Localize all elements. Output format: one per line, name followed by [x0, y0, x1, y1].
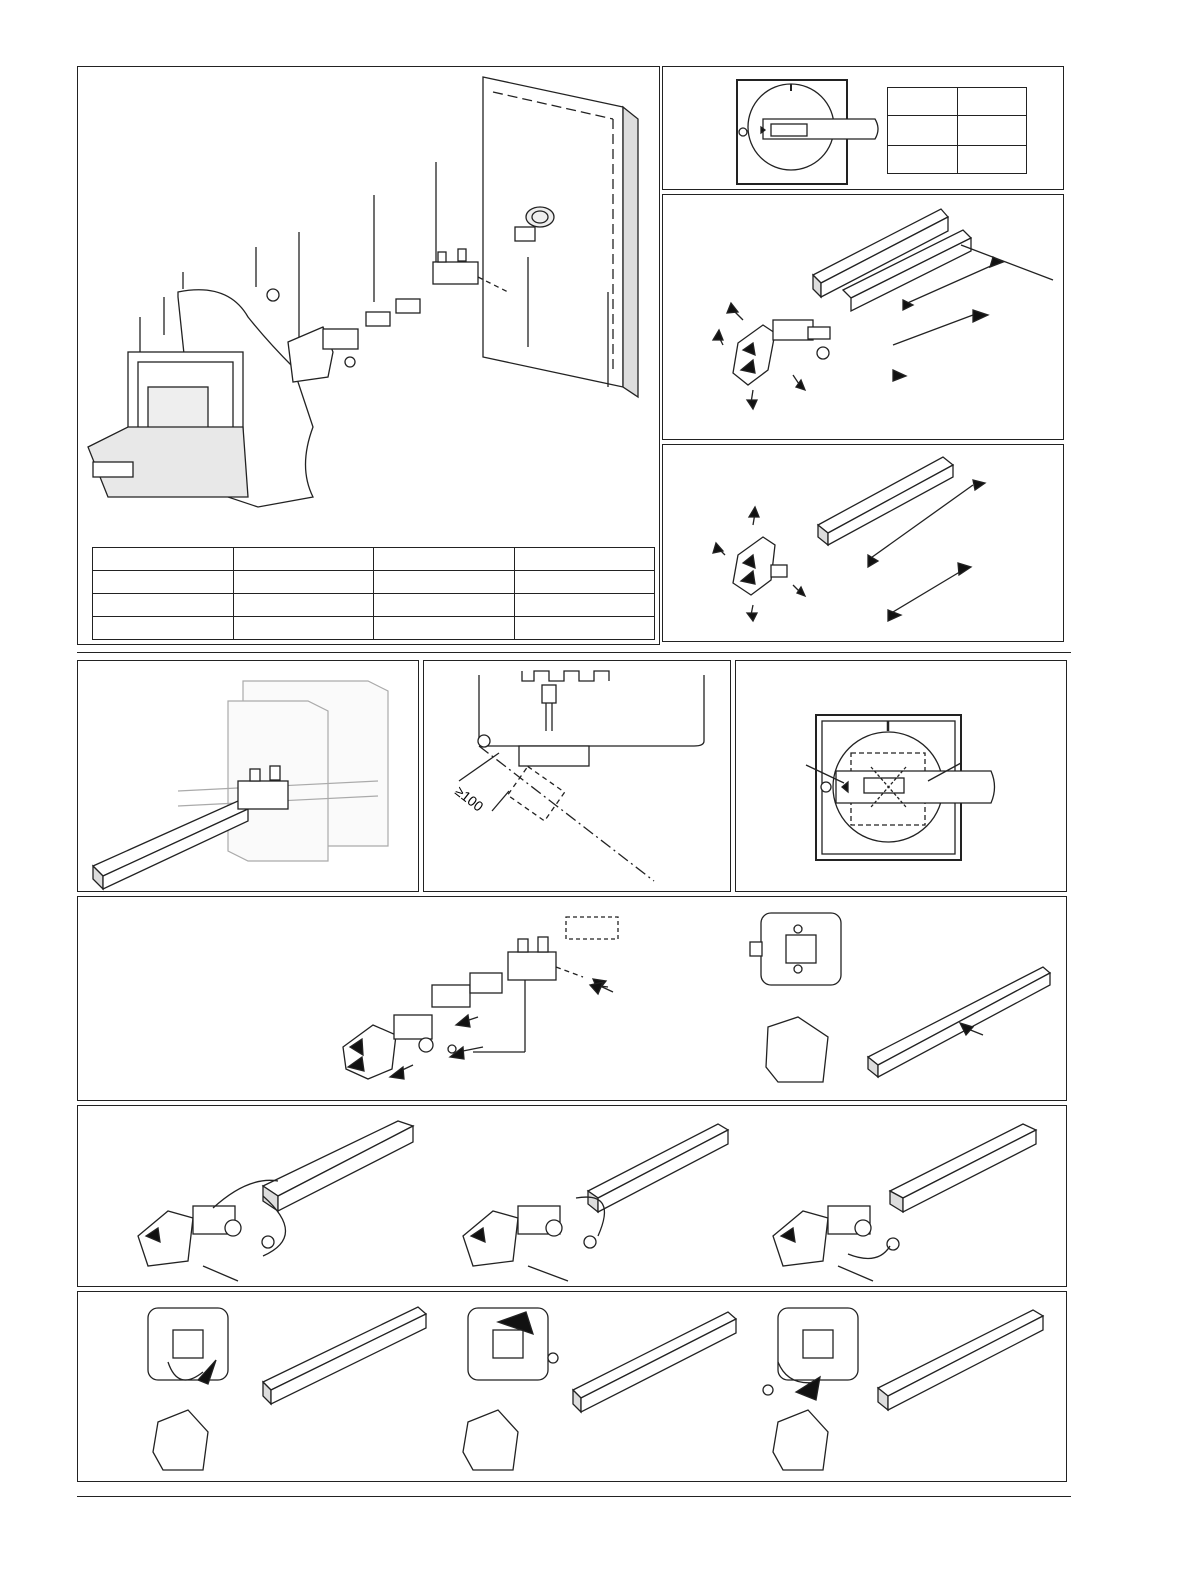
handle-double-rail-drawing — [663, 195, 1063, 439]
table-row — [93, 571, 655, 594]
parts-table — [92, 547, 655, 640]
shaft-on-switch-drawing — [78, 661, 418, 891]
panel-door-clearance — [423, 660, 731, 892]
coupling-parts-drawing — [78, 897, 1066, 1100]
panel-exploded-assembly — [77, 66, 660, 645]
clearance-dimension: ≥100 — [452, 782, 487, 815]
panel-shaft-on-switch — [77, 660, 419, 892]
panel-coupling-orientation — [77, 1291, 1067, 1482]
enclosure-front — [483, 77, 623, 387]
panel-coupling-parts — [77, 896, 1067, 1101]
door-clearance-drawing — [424, 661, 730, 891]
coupling-orientation-drawing — [78, 1292, 1066, 1481]
label-table — [887, 87, 1027, 174]
enclosure-side — [623, 107, 638, 397]
table-row — [93, 617, 655, 640]
panel-handle-double-rail — [662, 194, 1064, 440]
table-row — [888, 146, 1027, 174]
handle-front-view-drawing — [736, 661, 1066, 891]
table-row — [888, 116, 1027, 146]
panel-shaft-mounting-steps — [77, 1105, 1067, 1287]
table-row — [93, 548, 655, 571]
handle-single-rail-drawing — [663, 445, 1063, 641]
panel-handle-single-rail — [662, 444, 1064, 642]
table-row — [93, 594, 655, 617]
panel-handle-label — [662, 66, 1064, 190]
shaft-mounting-steps-drawing — [78, 1106, 1066, 1286]
table-row — [888, 88, 1027, 116]
page-bottom-rule — [77, 1496, 1071, 1497]
panel-handle-front-view — [735, 660, 1067, 892]
section-divider — [77, 652, 1071, 653]
